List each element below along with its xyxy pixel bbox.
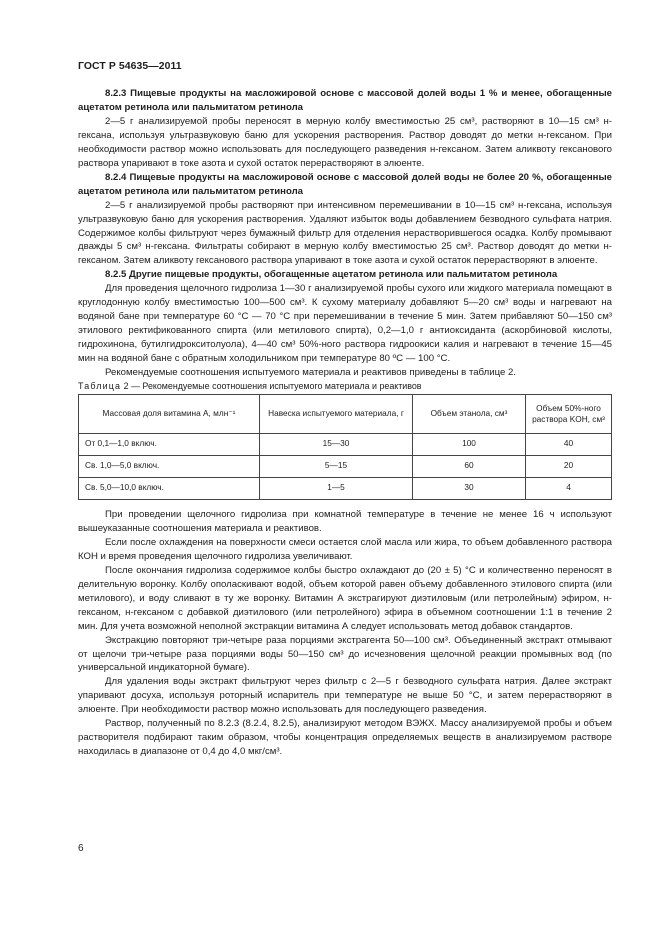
page-number: 6 [78, 843, 84, 854]
table-header-cell: Навеска испытуемого материала, г [260, 394, 413, 433]
table-row [79, 455, 612, 477]
standard-header: ГОСТ Р 54635—2011 [78, 61, 182, 72]
ratio-table [78, 394, 612, 500]
section-8-2-4-text: 2—5 г анализируемой пробы растворяют при интенсивном перемешивании в 10—15 см³ н-гексана, используя ультразвуковую баню для ускорения растворения. Удаляют избыток воды добавлением безводного сульфата натрия. Содержимое колбы фильтруют через бумажный фильтр для отделения нерастворившегося осадка. Колбу промывают дважды 5 см³ н-гексана. Фильтраты собирают в мерную колбу вместимостью 25 см³. Раствор доводят до метки н-гексаном. Затем аликвоту гексанового раствора упаривают в токе азота и сухой остаток перерастворяют в элюенте. [78, 199, 612, 267]
section-8-2-3-title: 8.2.3 Пищевые продукты на масложировой основе с массовой долей воды 1 % и менее, обогащенные ацетатом ретинола или пальмитатом ретинола [78, 88, 612, 113]
table-cell: 1—5 [260, 477, 413, 499]
section-8-2-3-text: 2—5 г анализируемой пробы переносят в мерную колбу вместимостью 25 см³, растворяют в 10—15 см³ н-гексана, используя ультразвуковую баню для ускорения растворения. Раствор доводят до метки н-гексаном. При необходимости раствор можно использовать для последующего разведения н-гексаном. Затем аликвоту гексанового раствора упаривают в токе азота и сухой остаток перерастворяют в элюенте. [78, 115, 612, 169]
table-cell: 4 [526, 477, 612, 499]
document-body [78, 87, 612, 759]
table-cell: Св. 5,0—10,0 включ. [79, 477, 260, 499]
table-caption-word: Таблица [78, 381, 122, 392]
table-header-row [79, 394, 612, 433]
section-8-2-5-text: Для проведения щелочного гидролиза 1—30 г анализируемой пробы сухого или жидкого материала помещают в круглодонную колбу вместимостью 100—500 см³. К сухому материалу добавляют 5—20 см³ воды и нагревают на водяной бане при температуре 60 °С — 70 °С при перемешивании в течение 5 мин. Затем прибавляют 50—150 см³ этилового ректификованного спирта (или метилового спирта), 0,2—1,0 г антиоксиданта (аскорбиновой кислоты, гидрохинона, бутилгидрокситолуола), 4—40 см³ 50%-ного раствора гидроокиси калия и нагревают в течение 15—45 мин на водяной бане с обратным холодильником при температуре 80 ºС — 100 °С. [78, 283, 612, 365]
table-cell: 40 [526, 433, 612, 455]
table-cell: 60 [413, 455, 526, 477]
table-cell: 100 [413, 433, 526, 455]
section-8-2-5-text2: Рекомендуемые соотношения испытуемого материала и реактивов приведены в таблице 2. [105, 367, 516, 379]
paragraph: Раствор, полученный по 8.2.3 (8.2.4, 8.2.5), анализируют методом ВЭЖХ. Массу анализируемой пробы и объем растворителя подбирают таким образом, чтобы концентрация определяемых веществ в анализируемом растворе находилась в диапазоне от 0,4 до 4,0 мкг/см³. [78, 718, 612, 758]
table-row [79, 433, 612, 455]
table-cell: Св. 1,0—5,0 включ. [79, 455, 260, 477]
table-header-cell: Массовая доля витамина А, млн⁻¹ [79, 394, 260, 433]
table-header-cell: Объем этанола, см³ [413, 394, 526, 433]
table-cell: 15—30 [260, 433, 413, 455]
paragraph: Экстракцию повторяют три-четыре раза порциями экстрагента 50—100 см³. Объединенный экстракт отмывают от щелочи три-четыре раза порциями воды 50—150 см³ до исчезновения щелочной реакции промывных вод (по универсальной индикаторной бумаге). [78, 634, 612, 674]
table-cell: 30 [413, 477, 526, 499]
paragraph: Если после охлаждения на поверхности смеси остается слой масла или жира, то объем добавленного раствора КОН и время проведения щелочного гидролиза увеличивают. [78, 536, 612, 562]
table-cell: 20 [526, 455, 612, 477]
table-caption-text: 2 — Рекомендуемые соотношения испытуемого материала и реактивов [121, 381, 422, 392]
table-caption [78, 380, 612, 394]
section-8-2-5-title: 8.2.5 Другие пищевые продукты, обогащенные ацетатом ретинола или пальмитатом ретинола [105, 269, 558, 281]
table-cell: 5—15 [260, 455, 413, 477]
paragraph: Для удаления воды экстракт фильтруют через фильтр с 2—5 г безводного сульфата натрия. Далее экстракт упаривают досуха, используя роторный испаритель при температуре не выше 50 °С, и затем перерастворяют в элюенте. При необходимости раствор можно использовать для последующего разведения. [78, 676, 612, 716]
paragraph: При проведении щелочного гидролиза при комнатной температуре в течение не менее 16 ч используют вышеуказанные соотношения материала и реактивов. [78, 508, 612, 534]
section-8-2-4-title: 8.2.4 Пищевые продукты на масложировой основе с массовой долей воды не более 20 %, обогащенные ацетатом ретинола или пальмитатом ретинола [78, 171, 612, 197]
paragraph: После окончания гидролиза содержимое колбы быстро охлаждают до (20 ± 5) °С и количественно переносят в делительную воронку. Колбу ополаскивают водой, объем которой равен объему добавленного этилового спирта (или метилового), и воду сливают в ту же воронку. Витамин А экстрагируют диэтиловым (или петролейным) эфиром, н-гексаном, н-гексаном с добавкой диэтилового (или петролейного) эфира в объемном соотношении 1:1 в течение 2 мин. Для учета возможной неполной экстракции витамина А следует использовать метод добавок стандартов. [78, 564, 612, 632]
table-row [79, 477, 612, 499]
table-cell: От 0,1—1,0 включ. [79, 433, 260, 455]
table-header-cell: Объем 50%-ного раствора KOH, см³ [526, 394, 612, 433]
